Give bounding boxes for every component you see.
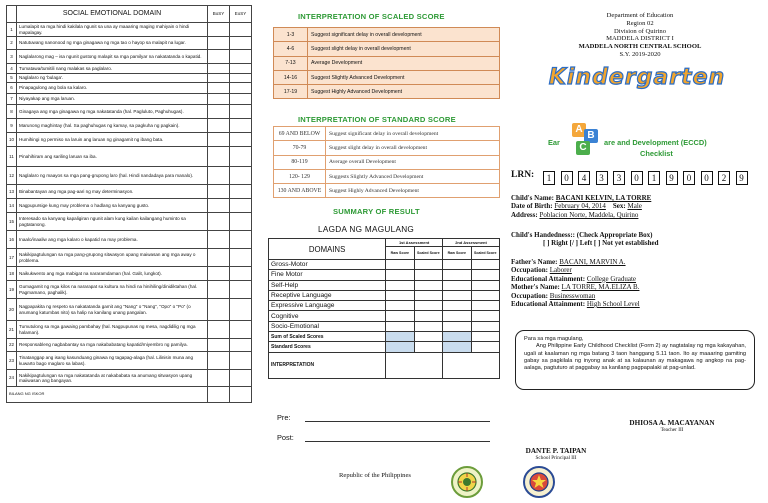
sed-item-bosy-cell[interactable] [208, 281, 230, 299]
lrn-digit-box: 4 [578, 171, 590, 185]
sed-item-text: Inaalo/inaaliw ang mga kalaro o kapatid na may problema. [17, 231, 208, 249]
raw-score-2-header: Raw Score [443, 247, 471, 260]
sed-item-eosy-cell[interactable] [230, 167, 252, 185]
sed-item-eosy-cell[interactable] [230, 213, 252, 231]
sed-item-text: Nagpapakita ng respeto sa nakatatanda gamit ang "Nang" o "Nang", "Opo" o "Po" (o anumang katumbas nito) sa halip na kanilang unang pangalan. [17, 299, 208, 321]
sed-item-bosy-cell[interactable] [208, 73, 230, 83]
sed-item-number: 13 [7, 185, 17, 199]
child-name-label: Child's Name: [511, 194, 554, 202]
sed-item-number: 7 [7, 94, 17, 105]
sed-item-row [7, 213, 252, 231]
sed-item-eosy-cell[interactable] [230, 147, 252, 167]
deped-seal-icon [451, 466, 483, 498]
scaled-score-1-cell[interactable] [414, 301, 442, 311]
sed-col-bosy: BoSY [208, 6, 230, 23]
sed-item-number: 23 [7, 352, 17, 370]
parents-info [511, 258, 640, 308]
scaled-score-2-cell[interactable] [471, 321, 500, 331]
raw-score-2-cell[interactable] [443, 311, 471, 321]
sed-item-number: 10 [7, 133, 17, 147]
standard-description: Average overall Development [326, 155, 500, 169]
principal-name: DANTE P. TAIPAN [525, 447, 587, 455]
sed-item-number: 8 [7, 105, 17, 119]
dob-label: Date of Birth: [511, 202, 553, 211]
sed-item-eosy-cell[interactable] [230, 23, 252, 37]
sed-item-row [7, 94, 252, 105]
sed-item-number: 20 [7, 299, 17, 321]
sed-item-bosy-cell[interactable] [208, 83, 230, 94]
standard-description: Suggests Slightly Advanced Development [326, 169, 500, 183]
sed-item-text: Naglalaro ng maayos sa mga pang-grupong laro (hal. Hindi nandadaya para manalo). [17, 167, 208, 185]
sed-item-eosy-cell[interactable] [230, 339, 252, 352]
sed-item-text: Interesado sa kanyang kapaligiran ngunit alam kung kailan kailangang huminto sa pagtatanong. [17, 213, 208, 231]
standard-range: 70-79 [274, 141, 326, 155]
sed-item-row [7, 281, 252, 299]
sed-item-eosy-cell[interactable] [230, 133, 252, 147]
raw-score-1-cell[interactable] [386, 301, 414, 311]
principal-title: School Principal III [535, 454, 577, 461]
handedness-label: Child's Handedness:: (Check Appropriate Box) [511, 231, 653, 239]
scaled-score-row [274, 56, 500, 70]
sed-item-row [7, 37, 252, 50]
raw-score-1-cell[interactable] [386, 311, 414, 321]
sex-value: Male [627, 202, 642, 211]
sed-footer-row [7, 387, 252, 403]
sed-item-row [7, 23, 252, 37]
domain-name: Cognitive [269, 311, 386, 321]
school-seal-icon [523, 466, 555, 498]
school-line-2: Region 02 [626, 19, 654, 27]
lrn-digit-box: 3 [596, 171, 608, 185]
sed-item-text: Responsableng nagbabantay sa mga nakababatang kapatid/miyembro ng pamilya. [17, 339, 208, 352]
lrn-digit-box: 0 [631, 171, 643, 185]
teacher-title: Teacher III [660, 426, 684, 433]
sed-item-row [7, 147, 252, 167]
sed-item-bosy-cell[interactable] [208, 213, 230, 231]
assessment-2-header: 2nd Assessment [443, 239, 500, 247]
sed-item-number: 22 [7, 339, 17, 352]
domain-row [269, 290, 500, 300]
note-greeting: Para sa mga magulang, [524, 336, 584, 342]
sed-item-text: Naglalaro ng 'bulaga'. [17, 73, 208, 83]
lrn-digit-box: 0 [561, 171, 573, 185]
raw-score-1-cell[interactable] [386, 290, 414, 300]
standard-description: Suggest Highly Advanced Development [326, 184, 500, 198]
sed-item-text: Gumagamit ng mga kilos na nararapat sa kultura na hindi na hinihiling/dinidiktahan (hal. Pagmamano, paghalik). [17, 281, 208, 299]
domain-row [269, 260, 500, 270]
sed-item-bosy-cell[interactable] [208, 321, 230, 339]
sed-item-row [7, 352, 252, 370]
sed-item-row [7, 267, 252, 281]
standard-score-row [274, 184, 500, 198]
scaled-score-2-cell[interactable] [471, 280, 500, 290]
scaled-score-1-cell[interactable] [414, 280, 442, 290]
sed-item-number: 19 [7, 281, 17, 299]
summary-title: SUMMARY OF RESULT [333, 207, 420, 216]
sed-item-number: 18 [7, 267, 17, 281]
interpretation-label: INTERPRETATION [269, 352, 386, 378]
sed-item-eosy-cell[interactable] [230, 199, 252, 213]
eccd-title-right: are and Development (ECCD) [604, 138, 707, 147]
scaled-range: 7-13 [274, 56, 308, 70]
sed-item-row [7, 370, 252, 387]
sed-item-eosy-cell[interactable] [230, 370, 252, 387]
sed-item-number: 17 [7, 249, 17, 267]
standard-description: Suggest slight delay in overall development [326, 141, 500, 155]
standard-range: 80-119 [274, 155, 326, 169]
teacher-signature [612, 420, 732, 434]
standard-description: Suggest significant delay in overall development [326, 127, 500, 141]
eccd-title-left: Ear [548, 138, 560, 147]
raw-score-2-cell[interactable] [443, 290, 471, 300]
sed-item-number: 15 [7, 213, 17, 231]
scaled-score-1-cell[interactable] [414, 270, 442, 280]
school-line-6: S.Y. 2019-2020 [619, 50, 661, 58]
scaled-score-1-header: Scaled Score [414, 247, 442, 260]
domain-name: Gross-Motor [269, 260, 386, 270]
sed-item-number: 5 [7, 73, 17, 83]
sed-item-bosy-cell[interactable] [208, 167, 230, 185]
sed-item-text: Nakikipagtulungan sa mga pang-grupong sitwasyon upang maiwasan ang mga away o problema. [17, 249, 208, 267]
sed-item-row [7, 199, 252, 213]
sed-item-row [7, 299, 252, 321]
raw-score-1-cell[interactable] [386, 321, 414, 331]
sed-item-eosy-cell[interactable] [230, 119, 252, 133]
handedness-section [511, 231, 658, 248]
sed-title: SOCIAL EMOTIONAL DOMAIN [17, 6, 208, 23]
sed-item-eosy-cell[interactable] [230, 50, 252, 64]
sed-item-bosy-cell[interactable] [208, 50, 230, 64]
sed-item-number: 11 [7, 147, 17, 167]
sed-item-row [7, 50, 252, 64]
domain-name: Self-Help [269, 280, 386, 290]
scaled-description: Average Development [308, 56, 500, 70]
sed-item-row [7, 73, 252, 83]
child-name-value: BACANI KELVIN, LA TORRE [555, 194, 652, 202]
sed-item-row [7, 231, 252, 249]
sed-item-bosy-cell[interactable] [208, 339, 230, 352]
address-value: Poblacion Norte, Maddela, Quirino [539, 210, 639, 219]
sed-item-text: Naikukwento ang mga mabigat na nararamdaman (hal. Galit, lungkot). [17, 267, 208, 281]
sed-col-eosy: EoSY [230, 6, 252, 23]
sed-item-bosy-cell[interactable] [208, 119, 230, 133]
scaled-range: 17-19 [274, 85, 308, 99]
sed-item-bosy-cell[interactable] [208, 352, 230, 370]
lrn-digit-box: 1 [543, 171, 555, 185]
scaled-score-row [274, 85, 500, 99]
sed-item-text: Binabantayan ang mga pag-aari ng may determinasyon. [17, 185, 208, 199]
dob-value: February 04, 2014 [554, 202, 606, 211]
scaled-description: Suggest Highly Advanced Development [308, 85, 500, 99]
domain-name: Fine Motor [269, 270, 386, 280]
scaled-range: 14-16 [274, 70, 308, 84]
sed-total-bosy-cell[interactable] [208, 387, 230, 403]
teacher-name: DHIOSA A. MACAYANAN [629, 419, 715, 427]
standard-score-row [274, 169, 500, 183]
raw-score-2-cell[interactable] [443, 321, 471, 331]
child-info [511, 194, 651, 219]
standard-scores-label: Standard Scores [269, 342, 386, 352]
scaled-score-2-cell[interactable] [471, 301, 500, 311]
sed-item-row [7, 321, 252, 339]
scaled-score-1-cell[interactable] [414, 260, 442, 270]
domain-row [269, 311, 500, 321]
father-name: BACANI, MARVIN A. [559, 258, 626, 266]
scaled-score-1-cell[interactable] [414, 311, 442, 321]
sed-item-eosy-cell[interactable] [230, 321, 252, 339]
school-header [560, 12, 720, 59]
raw-score-2-cell[interactable] [443, 260, 471, 270]
sed-item-bosy-cell[interactable] [208, 370, 230, 387]
lrn-label: LRN: [511, 170, 535, 180]
father-occupation: Laborer [549, 266, 572, 275]
scaled-range: 4-6 [274, 42, 308, 56]
scaled-range: 1-3 [274, 28, 308, 42]
sed-item-eosy-cell[interactable] [230, 299, 252, 321]
sed-item-bosy-cell[interactable] [208, 267, 230, 281]
sed-item-text: Humihingi ng permiso na laruin ang laruan ng ginagamit ng ibang bata. [17, 133, 208, 147]
domain-name: Socio-Emotional [269, 321, 386, 331]
sed-item-row [7, 249, 252, 267]
sed-item-bosy-cell[interactable] [208, 94, 230, 105]
lrn-digit-box: 0 [683, 171, 695, 185]
lrn-digit-box: 1 [648, 171, 660, 185]
sed-item-eosy-cell[interactable] [230, 352, 252, 370]
father-education: College Graduate [586, 274, 637, 283]
standard-score-row [274, 141, 500, 155]
scaled-score-2-header: Scaled Score [471, 247, 500, 260]
lrn-digit-box: 9 [736, 171, 748, 185]
sed-item-text: Niyayakap ang mga laruan. [17, 94, 208, 105]
pre-signature-line [305, 421, 490, 422]
sed-item-text: Nakikipagtulungan sa mga nakatatanda at nakababata sa anumang sitwasyon upang maiiwasan ang bangayan. [17, 370, 208, 387]
sed-item-text: Nagpupursige kung may problema o hadlang sa kanyang gusto. [17, 199, 208, 213]
scaled-score-2-cell[interactable] [471, 260, 500, 270]
sed-item-bosy-cell[interactable] [208, 231, 230, 249]
raw-score-1-cell[interactable] [386, 270, 414, 280]
standard-range: 69 AND BELOW [274, 127, 326, 141]
raw-score-2-cell[interactable] [443, 280, 471, 290]
social-emotional-domain-table [6, 5, 252, 403]
sed-item-number: 2 [7, 37, 17, 50]
sed-item-text: Lumalapit sa mga hindi kakilala ngunit sa una ay maaaring maging mahiyain o hindi mapalagay. [17, 23, 208, 37]
standard-score-row [274, 127, 500, 141]
raw-score-2-cell[interactable] [443, 301, 471, 311]
pre-label: Pre: [277, 413, 291, 422]
sed-total-eosy-cell[interactable] [230, 387, 252, 403]
principal-signature [496, 448, 616, 462]
sed-item-text: Naglalarong mag – isa ngunit gustong malapit sa mga pamilyar na nakatatanda o kapatid. [17, 50, 208, 64]
raw-score-1-header: Raw Score [386, 247, 414, 260]
sed-item-row [7, 119, 252, 133]
sed-item-number: 14 [7, 199, 17, 213]
summary-subtitle: LAGDA NG MAGULANG [318, 225, 415, 234]
sed-item-eosy-cell[interactable] [230, 267, 252, 281]
sed-item-row [7, 133, 252, 147]
sed-item-row [7, 185, 252, 199]
sed-item-number: 12 [7, 167, 17, 185]
sed-item-number: 21 [7, 321, 17, 339]
standard-score-table [273, 126, 500, 198]
sed-item-bosy-cell[interactable] [208, 185, 230, 199]
domain-row [269, 301, 500, 311]
school-line-1: Department of Education [606, 12, 674, 19]
scaled-score-2-cell[interactable] [471, 270, 500, 280]
scaled-description: Suggest slight delay in overall development [308, 42, 500, 56]
sed-item-eosy-cell[interactable] [230, 105, 252, 119]
sed-item-bosy-cell[interactable] [208, 199, 230, 213]
scaled-score-1-cell[interactable] [414, 321, 442, 331]
mother-name: LA TORRE, MA.ELIZA B. [561, 283, 640, 292]
standard-score-title: INTERPRETATION OF STANDARD SCORE [298, 115, 456, 124]
sed-item-number: 3 [7, 50, 17, 64]
sed-item-row [7, 83, 252, 94]
abc-blocks-icon: A B C [568, 123, 602, 159]
republic-text: Republic of the Philippines [339, 472, 411, 479]
scaled-score-table [273, 27, 500, 99]
sed-item-bosy-cell[interactable] [208, 23, 230, 37]
sed-item-bosy-cell[interactable] [208, 105, 230, 119]
sum-of-scaled-scores-label: Sum of Scaled Scores [269, 332, 386, 342]
note-body: Ang Philippine Early Childhood Checklist (Form 2) ay nagtatalay ng mga kakayahan, ugali at kaalaman ng mga batang 3 taon hanggang 5.11 taon. Ito ay maaaring gamiting gabay sa pagkilala ng inyong anak at sa kalaunan ay makagawa ng angkop na pag-aalaga, pagtuturo at paggabay sa kanilang pagpapalaki at pag-unlad. [524, 343, 746, 372]
sed-item-eosy-cell[interactable] [230, 83, 252, 94]
scaled-score-row [274, 28, 500, 42]
sed-item-number: 9 [7, 119, 17, 133]
sed-item-eosy-cell[interactable] [230, 64, 252, 74]
sed-item-eosy-cell[interactable] [230, 37, 252, 50]
sed-item-text: Ginagaya ang mga ginagawa ng mga nakatatanda (hal. Pagluluto, Paghuhugas). [17, 105, 208, 119]
scaled-score-row [274, 70, 500, 84]
sed-item-row [7, 339, 252, 352]
school-line-5: MADDELA NORTH CENTRAL SCHOOL [578, 43, 702, 51]
lrn-digit-box: 9 [666, 171, 678, 185]
post-label: Post: [277, 433, 294, 442]
sed-item-row [7, 167, 252, 185]
sed-item-number: 4 [7, 64, 17, 74]
scaled-description: Suggest Slightly Advanced Development [308, 70, 500, 84]
sed-item-text: Pinapagulong ang bola sa kalaro. [17, 83, 208, 94]
domain-row [269, 321, 500, 331]
sed-item-bosy-cell[interactable] [208, 147, 230, 167]
father-label: Father's Name: [511, 258, 558, 266]
lrn-digit-box: 2 [718, 171, 730, 185]
sed-item-number: 16 [7, 231, 17, 249]
sed-item-eosy-cell[interactable] [230, 231, 252, 249]
mother-education-label: Educational Attainment: [511, 299, 586, 308]
domain-row [269, 270, 500, 280]
lrn-digit-box: 0 [701, 171, 713, 185]
sed-item-bosy-cell[interactable] [208, 64, 230, 74]
post-signature-line [305, 441, 490, 442]
parents-note-box [515, 330, 755, 390]
address-label: Address: [511, 210, 538, 219]
sed-item-eosy-cell[interactable] [230, 281, 252, 299]
sed-item-number: 1 [7, 23, 17, 37]
domains-header: DOMAINS [269, 239, 386, 260]
standard-range: 120- 129 [274, 169, 326, 183]
sed-item-bosy-cell[interactable] [208, 37, 230, 50]
sed-item-bosy-cell[interactable] [208, 133, 230, 147]
mother-occupation: Businesswoman [549, 291, 596, 300]
sed-item-row [7, 64, 252, 74]
raw-score-2-cell[interactable] [443, 270, 471, 280]
sed-item-text: Tumatawa/tumitili nang malakas sa paglalaro. [17, 64, 208, 74]
school-line-3: Division of Quirino [613, 27, 667, 35]
eccd-title-line2: Checklist [640, 149, 673, 158]
raw-score-1-cell[interactable] [386, 260, 414, 270]
sed-item-eosy-cell[interactable] [230, 94, 252, 105]
domains-summary-table [268, 238, 500, 379]
mother-education: High School Level [586, 299, 640, 308]
mother-occupation-label: Occupation: [511, 291, 548, 300]
father-occupation-label: Occupation: [511, 266, 548, 275]
scaled-score-1-cell[interactable] [414, 290, 442, 300]
standard-range: 130 AND ABOVE [274, 184, 326, 198]
sed-item-eosy-cell[interactable] [230, 73, 252, 83]
sed-footer-label: BILANG NG ISKOR [7, 387, 208, 403]
scaled-score-2-cell[interactable] [471, 311, 500, 321]
domain-row [269, 280, 500, 290]
sed-item-eosy-cell[interactable] [230, 249, 252, 267]
sed-item-eosy-cell[interactable] [230, 185, 252, 199]
handedness-options: [ ] Right [/ ] Left [ ] Not yet established [543, 239, 659, 248]
scaled-score-row [274, 42, 500, 56]
scaled-score-title: INTERPRETATION OF SCALED SCORE [298, 12, 445, 21]
assessment-1-header: 1st Assessment [386, 239, 443, 247]
sed-item-bosy-cell[interactable] [208, 249, 230, 267]
sed-item-number: 6 [7, 83, 17, 94]
domain-name: Receptive Language [269, 290, 386, 300]
sed-item-number: 24 [7, 370, 17, 387]
sed-item-text: Pinahihiram ang sariling laruan sa iba. [17, 147, 208, 167]
sex-label: Sex: [612, 202, 626, 211]
mother-label: Mother's Name: [511, 283, 560, 292]
lrn-boxes [543, 168, 753, 186]
standard-score-row [274, 155, 500, 169]
raw-score-1-cell[interactable] [386, 280, 414, 290]
kindergarten-banner: Kindergarten [548, 65, 726, 90]
father-education-label: Educational Attainment: [511, 274, 586, 283]
lrn-digit-box: 3 [613, 171, 625, 185]
sed-item-text: Tinatanggap ang isang kasunduang ginawa ng tagapag-alaga (hal. Lilinisin muna ang kuwarto bago maglaro sa labas). [17, 352, 208, 370]
domain-name: Expressive Language [269, 301, 386, 311]
scaled-score-2-cell[interactable] [471, 290, 500, 300]
sed-item-text: Tumutulong sa mga gawaing pambahay (hal. Nagpupunas ng mesa, nagdidilig ng mga halaman). [17, 321, 208, 339]
sed-item-text: Marunong maghintay (hal. Sa paghuhugas ng kamay, sa pagkuha ng pagkain). [17, 119, 208, 133]
school-line-4: MADDELA DISTRICT I [606, 35, 674, 43]
sed-item-text: Natutuwang nanonood ng mga ginagawa ng mga tao o hayop sa malapit na lugar. [17, 37, 208, 50]
sed-item-row [7, 105, 252, 119]
sed-item-bosy-cell[interactable] [208, 299, 230, 321]
scaled-description: Suggest significant delay in overall development [308, 28, 500, 42]
